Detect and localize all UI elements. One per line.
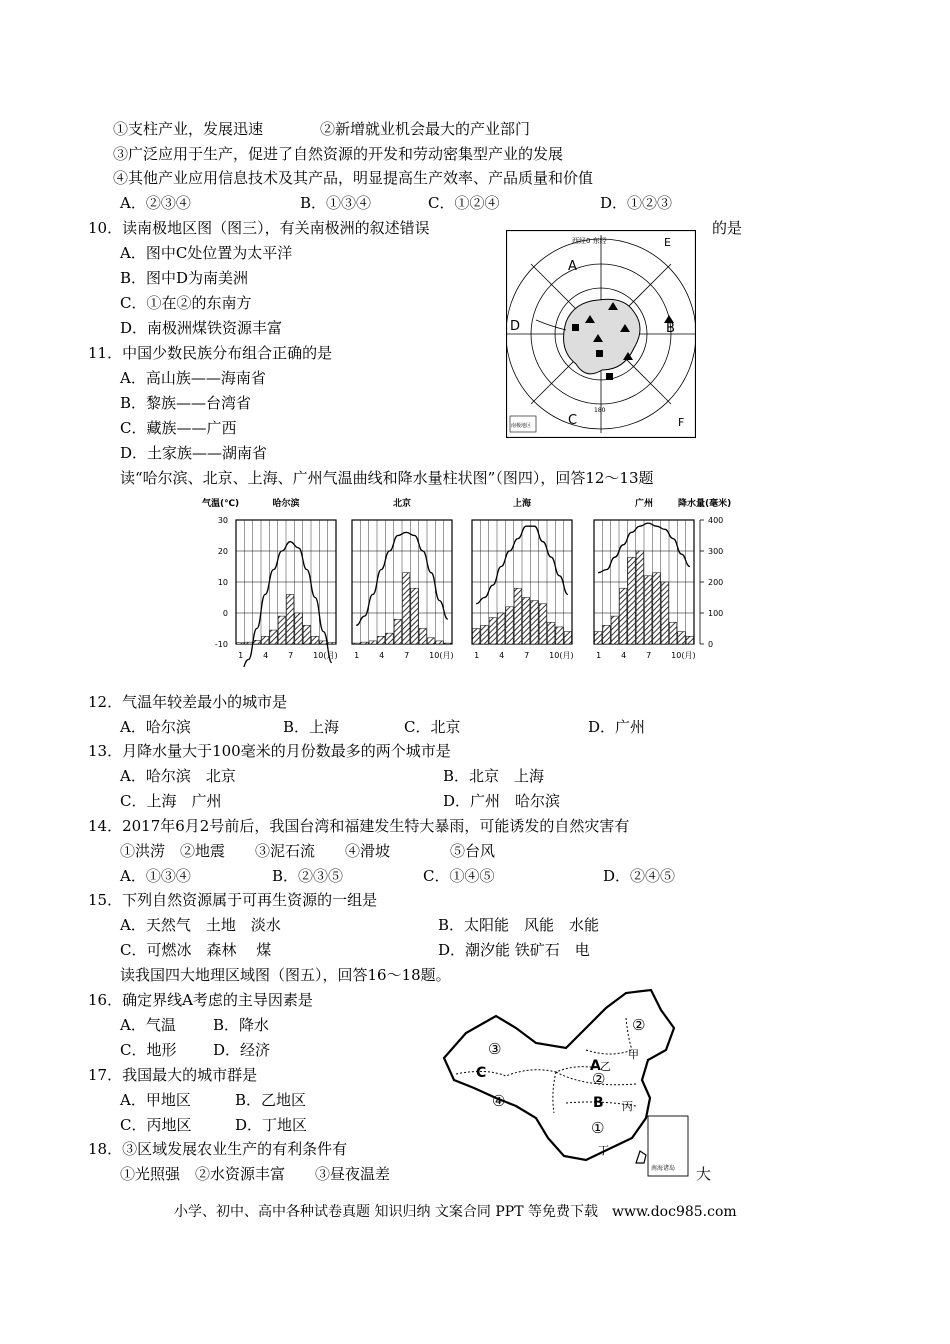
- inset-label: 南海诸岛: [651, 1165, 676, 1172]
- q10-option-b: B．图中D为南美洲: [120, 269, 249, 287]
- antarctic-map: [506, 230, 696, 438]
- q10-option-d: D．南极洲煤铁资源丰富: [120, 319, 283, 337]
- precip-bar: [386, 633, 393, 644]
- city-title: 哈尔滨: [272, 499, 300, 509]
- q17-option-a: A．甲地区: [120, 1091, 191, 1109]
- precip-bar: [539, 604, 546, 644]
- precip-bar: [361, 642, 368, 644]
- q13-stem: 13．月降水量大于100毫米的月份数最多的两个城市是: [88, 742, 451, 760]
- precip-tick-label: 200: [708, 578, 724, 587]
- area-yi-label: 乙: [600, 1060, 611, 1073]
- q18-items: ①光照强 ②水资源丰富 ③昼夜温差: [120, 1165, 391, 1183]
- q15-stem: 15．下列自然资源属于可再生资源的一组是: [88, 891, 378, 909]
- q13-option-d: D．广州 哈尔滨: [443, 792, 561, 810]
- q10-option-a: A．图中C处位置为太平洋: [120, 244, 293, 262]
- q9-item-3: ③广泛应用于生产，促进了自然资源的开发和劳动密集型产业的发展: [113, 145, 564, 163]
- q9-option-c: C．①②④: [428, 194, 500, 212]
- q18-tail: 大: [696, 1165, 712, 1183]
- precip-bar: [595, 632, 602, 644]
- precip-bar: [611, 616, 618, 644]
- precip-bar: [295, 613, 302, 644]
- q15-option-d: D．潮汐能 铁矿石 电: [438, 941, 590, 959]
- q14-option-a: A．①③④: [120, 867, 191, 885]
- q11-option-a: A．高山族——海南省: [120, 369, 266, 387]
- map-label-f: F: [678, 416, 685, 429]
- china-regions-map: [436, 988, 692, 1178]
- month-tick-label: 4: [621, 651, 627, 660]
- precip-bar: [394, 619, 401, 644]
- precip-bar: [473, 629, 480, 645]
- area-bing-label: 丙: [622, 1100, 633, 1113]
- q11-option-d: D．土家族——湖南省: [120, 444, 268, 462]
- q12-option-c: C．北京: [404, 718, 461, 736]
- month-tick-label: 10(月): [429, 651, 454, 660]
- q9-option-b: B．①③④: [300, 194, 372, 212]
- q18-stem: 18．③区域发展农业生产的有利条件有: [88, 1140, 348, 1158]
- precip-bar: [556, 627, 563, 644]
- q12-stem: 12．气温年较差最小的城市是: [88, 693, 288, 711]
- precip-bar: [262, 636, 269, 644]
- q17-option-b: B．乙地区: [235, 1091, 307, 1109]
- precip-bar: [603, 625, 610, 644]
- precip-bar: [564, 632, 571, 644]
- precip-bar: [498, 613, 505, 644]
- city-title: 北京: [392, 499, 412, 509]
- precip-tick-label: 300: [708, 547, 724, 556]
- precip-bar: [411, 588, 418, 644]
- q10-stem: 10．读南极地区图（图三），有关南极洲的叙述错误: [88, 219, 430, 237]
- area-jia-label: 甲: [628, 1048, 639, 1061]
- precip-bar: [514, 588, 521, 644]
- month-tick-label: 7: [404, 651, 410, 660]
- precip-bar: [653, 573, 660, 644]
- q15-option-a: A．天然气 土地 淡水: [120, 916, 281, 934]
- q17-stem: 17．我国最大的城市群是: [88, 1066, 258, 1084]
- month-tick-label: 4: [379, 651, 385, 660]
- precip-bar: [444, 643, 451, 644]
- q9-item-1: ①支柱产业，发展迅速: [113, 120, 264, 138]
- area-ding-label: 丁: [598, 1144, 609, 1157]
- q13-option-c: C．上海 广州: [120, 792, 222, 810]
- map-label-e: E: [664, 236, 671, 249]
- q16-option-b: B．降水: [213, 1016, 270, 1034]
- precip-bar: [237, 643, 244, 644]
- q14-option-c: C．①④⑤: [423, 867, 495, 885]
- precip-bar: [428, 638, 435, 644]
- precip-bar: [620, 588, 627, 644]
- q17-option-d: D．丁地区: [235, 1116, 308, 1134]
- precip-bar: [320, 641, 327, 644]
- precip-bar: [378, 636, 385, 644]
- q10-option-c: C．①在②的东南方: [120, 294, 252, 312]
- precip-bar: [419, 629, 426, 645]
- region-2b-label: ②: [592, 1070, 606, 1088]
- month-tick-label: 1: [238, 651, 244, 660]
- map-label-a: A: [568, 259, 577, 274]
- temp-tick-label: -10: [214, 640, 228, 649]
- month-tick-label: 7: [288, 651, 294, 660]
- q16-stem: 16．确定界线A考虑的主导因素是: [88, 991, 313, 1009]
- q10-stem-end: 的是: [712, 219, 743, 237]
- q9-item-4: ④其他产业应用信息技术及其产品，明显提高生产效率、产品质量和价值: [113, 169, 594, 187]
- q13-option-b: B．北京 上海: [443, 767, 545, 785]
- month-tick-label: 4: [263, 651, 269, 660]
- boundary-b-label: B: [593, 1095, 604, 1111]
- city-title: 上海: [512, 499, 532, 509]
- intro-12-13: 读“哈尔滨、北京、上海、广州气温曲线和降水量柱状图”（图四），回答12～13题: [120, 469, 654, 487]
- precip-bar: [436, 641, 443, 644]
- month-tick-label: 1: [354, 651, 360, 660]
- q14-option-b: B．②③⑤: [272, 867, 344, 885]
- precip-bar: [369, 641, 376, 644]
- month-tick-label: 10(月): [671, 651, 696, 660]
- precip-bar: [245, 642, 252, 644]
- q9-option-a: A．②③④: [120, 194, 191, 212]
- month-tick-label: 4: [499, 651, 505, 660]
- precip-bar: [403, 573, 410, 644]
- map-label-b: B: [666, 321, 675, 336]
- page-footer: 小学、初中、高中各种试卷真题 知识归纳 文案合同 PPT 等免费下载 www.doc985.com: [174, 1204, 737, 1220]
- temp-tick-label: 30: [217, 516, 228, 525]
- precip-bar: [278, 616, 285, 644]
- q17-option-c: C．丙地区: [120, 1116, 192, 1134]
- precip-bar: [328, 642, 335, 644]
- q11-option-c: C．藏族——广西: [120, 419, 237, 437]
- precip-bar: [506, 607, 513, 644]
- q13-option-a: A．哈尔滨 北京: [120, 767, 236, 785]
- map-label-d: D: [510, 319, 521, 334]
- boundary-a-label: A: [590, 1058, 601, 1074]
- month-tick-label: 10(月): [549, 651, 574, 660]
- precip-axis-label: 降水量(毫米): [678, 499, 732, 509]
- region-2a-label: ②: [632, 1016, 646, 1034]
- q14-option-d: D．②④⑤: [603, 867, 676, 885]
- map-top-label: 西经0 东经: [572, 237, 607, 245]
- precip-bar: [312, 636, 319, 644]
- precip-bar: [303, 625, 310, 644]
- precip-bar: [636, 551, 643, 644]
- precip-tick-label: 400: [708, 516, 724, 525]
- q12-option-b: B．上海: [283, 718, 340, 736]
- month-tick-label: 10(月): [313, 651, 338, 660]
- map-lon-label: 180: [594, 407, 606, 414]
- q14-items: ①洪涝 ②地震 ③泥石流 ④滑坡 ⑤台风: [120, 842, 496, 860]
- q12-option-d: D．广州: [588, 718, 646, 736]
- temp-tick-label: 0: [222, 609, 228, 618]
- precip-bar: [661, 582, 668, 644]
- precip-bar: [628, 557, 635, 644]
- intro-16-18: 读我国四大地理区域图（图五），回答16～18题。: [120, 966, 451, 984]
- map-legend: 南极地区: [511, 423, 532, 429]
- q12-option-a: A．哈尔滨: [120, 718, 191, 736]
- precip-tick-label: 100: [708, 609, 724, 618]
- q9-option-d: D．①②③: [600, 194, 673, 212]
- q11-option-b: B．黎族——台湾省: [120, 394, 252, 412]
- q16-option-c: C．地形: [120, 1041, 177, 1059]
- q11-stem: 11．中国少数民族分布组合正确的是: [88, 344, 333, 362]
- precip-bar: [531, 601, 538, 644]
- q16-option-d: D．经济: [213, 1041, 271, 1059]
- month-tick-label: 1: [474, 651, 480, 660]
- q9-item-2: ②新增就业机会最大的产业部门: [320, 120, 531, 138]
- precip-bar: [287, 594, 294, 644]
- q16-option-a: A．气温: [120, 1016, 176, 1034]
- climate-chart: [200, 492, 745, 667]
- precip-bar: [548, 622, 555, 644]
- temp-axis-label: 气温(℃): [202, 499, 240, 509]
- month-tick-label: 7: [524, 651, 530, 660]
- precip-bar: [678, 632, 685, 644]
- temp-tick-label: 10: [217, 578, 228, 587]
- precip-tick-label: 0: [708, 640, 714, 649]
- map-label-c: C: [568, 413, 578, 428]
- month-tick-label: 1: [596, 651, 602, 660]
- precip-bar: [489, 618, 496, 644]
- month-tick-label: 7: [646, 651, 652, 660]
- q15-option-c: C．可燃冰 森林 煤: [120, 941, 272, 959]
- precip-bar: [670, 622, 677, 644]
- precip-bar: [523, 598, 530, 645]
- precip-bar: [686, 636, 693, 644]
- precip-bar: [481, 625, 488, 644]
- region-3-label: ③: [488, 1040, 502, 1058]
- precip-bar: [253, 640, 260, 644]
- temp-tick-label: 20: [217, 547, 228, 556]
- precip-bar: [645, 576, 652, 644]
- region-4-label: ④: [492, 1092, 506, 1110]
- boundary-c-label: C: [476, 1065, 487, 1081]
- q14-stem: 14．2017年6月2号前后，我国台湾和福建发生特大暴雨，可能诱发的自然灾害有: [88, 817, 630, 835]
- region-1-label: ①: [591, 1119, 605, 1137]
- q15-option-b: B．太阳能 风能 水能: [438, 916, 600, 934]
- precip-bar: [270, 630, 277, 644]
- city-title: 广州: [634, 499, 654, 509]
- precip-bar: [353, 643, 360, 644]
